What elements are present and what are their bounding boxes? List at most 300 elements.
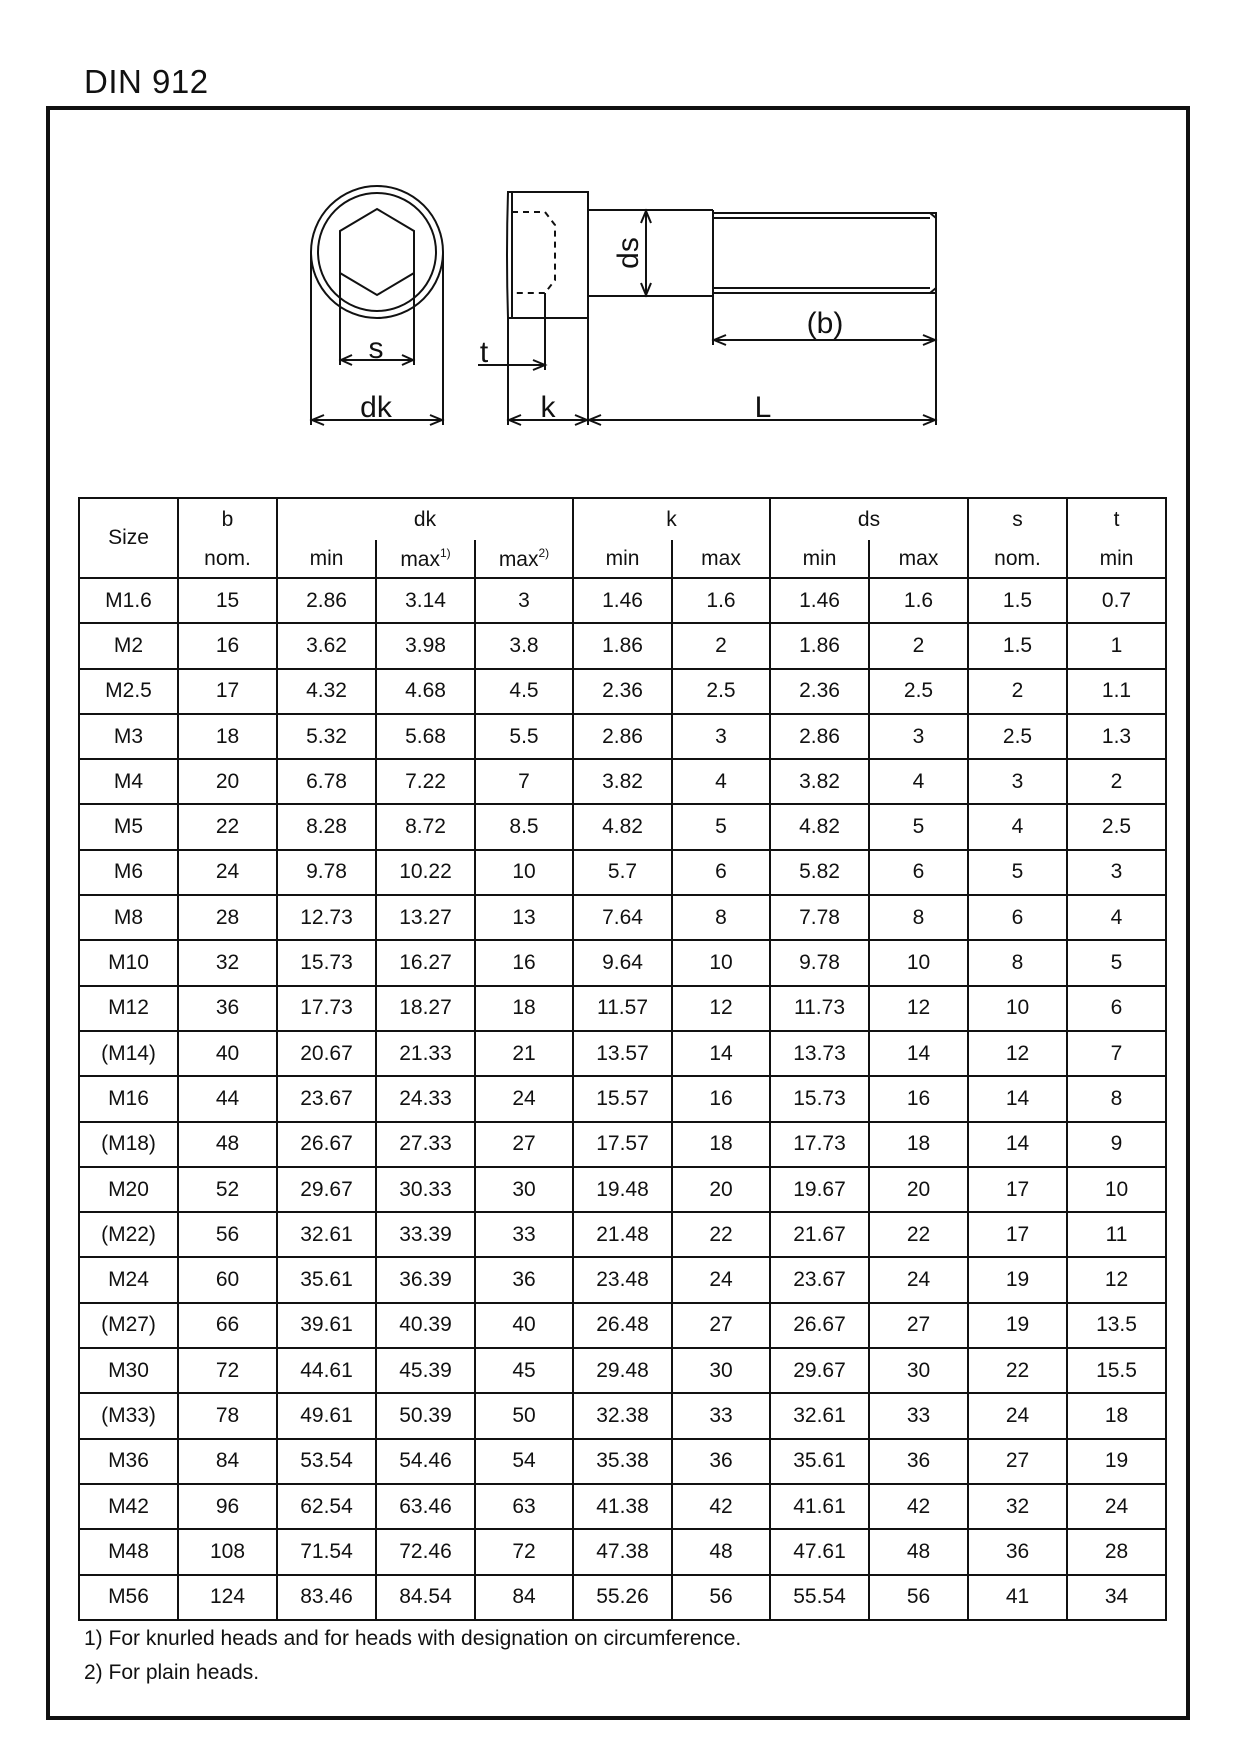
value-cell: 2 (672, 623, 770, 668)
header-dk: dk (277, 498, 573, 540)
value-cell: 26.67 (770, 1303, 869, 1348)
value-cell: 5 (869, 804, 968, 849)
label-k: k (540, 391, 556, 424)
value-cell: 50 (475, 1393, 573, 1438)
value-cell: 18 (1067, 1393, 1166, 1438)
value-cell: 63.46 (376, 1484, 475, 1529)
size-cell: M48 (79, 1529, 178, 1574)
value-cell: 17.73 (277, 986, 376, 1031)
table-row (79, 578, 1166, 623)
value-cell: 30 (672, 1348, 770, 1393)
value-cell: 72 (178, 1348, 277, 1393)
value-cell: 55.26 (573, 1575, 672, 1620)
table-row (79, 623, 1166, 668)
value-cell: 15.5 (1067, 1348, 1166, 1393)
label-t: t (479, 336, 489, 369)
table-row (79, 1076, 1166, 1121)
value-cell: 19 (968, 1303, 1067, 1348)
value-cell: 56 (672, 1575, 770, 1620)
value-cell: 36 (869, 1439, 968, 1484)
label-ds: ds (612, 237, 645, 269)
value-cell: 2.86 (277, 578, 376, 623)
value-cell: 6 (869, 850, 968, 895)
value-cell: 1.86 (573, 623, 672, 668)
value-cell: 39.61 (277, 1303, 376, 1348)
value-cell: 14 (968, 1122, 1067, 1167)
page-title: DIN 912 (84, 63, 209, 100)
value-cell: 84.54 (376, 1575, 475, 1620)
value-cell: 42 (869, 1484, 968, 1529)
value-cell: 17.57 (573, 1122, 672, 1167)
header-ds: ds (770, 498, 968, 540)
value-cell: 35.61 (770, 1439, 869, 1484)
value-cell: 30 (869, 1348, 968, 1393)
value-cell: 50.39 (376, 1393, 475, 1438)
value-cell: 21 (475, 1031, 573, 1076)
label-s: s (368, 332, 384, 365)
value-cell: 12 (968, 1031, 1067, 1076)
header-t: t (1067, 498, 1166, 540)
value-cell: 9.78 (277, 850, 376, 895)
size-cell: M8 (79, 895, 178, 940)
value-cell: 23.67 (277, 1076, 376, 1121)
value-cell: 10 (1067, 1167, 1166, 1212)
value-cell: 5.82 (770, 850, 869, 895)
value-cell: 24.33 (376, 1076, 475, 1121)
value-cell: 24 (672, 1257, 770, 1302)
header-k-max: max (672, 540, 770, 578)
value-cell: 15.73 (770, 1076, 869, 1121)
value-cell: 1.6 (672, 578, 770, 623)
value-cell: 33 (475, 1212, 573, 1257)
value-cell: 56 (178, 1212, 277, 1257)
value-cell: 7.22 (376, 759, 475, 804)
size-cell: M30 (79, 1348, 178, 1393)
value-cell: 33 (672, 1393, 770, 1438)
value-cell: 4.32 (277, 669, 376, 714)
value-cell: 78 (178, 1393, 277, 1438)
size-cell: (M27) (79, 1303, 178, 1348)
value-cell: 23.67 (770, 1257, 869, 1302)
value-cell: 8 (968, 940, 1067, 985)
value-cell: 19 (1067, 1439, 1166, 1484)
value-cell: 32 (968, 1484, 1067, 1529)
value-cell: 26.48 (573, 1303, 672, 1348)
value-cell: 44.61 (277, 1348, 376, 1393)
value-cell: 72.46 (376, 1529, 475, 1574)
size-cell: M16 (79, 1076, 178, 1121)
value-cell: 60 (178, 1257, 277, 1302)
value-cell: 22 (968, 1348, 1067, 1393)
value-cell: 27 (475, 1122, 573, 1167)
value-cell: 40.39 (376, 1303, 475, 1348)
value-cell: 9.64 (573, 940, 672, 985)
value-cell: 16 (672, 1076, 770, 1121)
value-cell: 19 (968, 1257, 1067, 1302)
value-cell: 36 (178, 986, 277, 1031)
value-cell: 19.67 (770, 1167, 869, 1212)
value-cell: 32.61 (277, 1212, 376, 1257)
size-cell: M2 (79, 623, 178, 668)
value-cell: 21.48 (573, 1212, 672, 1257)
value-cell: 1.46 (770, 578, 869, 623)
value-cell: 3.82 (573, 759, 672, 804)
value-cell: 15 (178, 578, 277, 623)
table-row (79, 669, 1166, 714)
table-row (79, 895, 1166, 940)
value-cell: 108 (178, 1529, 277, 1574)
value-cell: 4 (1067, 895, 1166, 940)
value-cell: 9.78 (770, 940, 869, 985)
footnote-1: 1) For knurled heads and for heads with designation on circumference. (84, 1627, 742, 1650)
label-dk: dk (360, 391, 392, 424)
value-cell: 19.48 (573, 1167, 672, 1212)
value-cell: 2.36 (573, 669, 672, 714)
value-cell: 10 (672, 940, 770, 985)
size-cell: M10 (79, 940, 178, 985)
footnote-ref-1: 1) (440, 545, 451, 560)
value-cell: 10.22 (376, 850, 475, 895)
value-cell: 18 (672, 1122, 770, 1167)
value-cell: 4 (869, 759, 968, 804)
value-cell: 21.33 (376, 1031, 475, 1076)
value-cell: 33.39 (376, 1212, 475, 1257)
value-cell: 96 (178, 1484, 277, 1529)
value-cell: 55.54 (770, 1575, 869, 1620)
value-cell: 1.6 (869, 578, 968, 623)
value-cell: 71.54 (277, 1529, 376, 1574)
value-cell: 4.5 (475, 669, 573, 714)
value-cell: 40 (178, 1031, 277, 1076)
value-cell: 16 (869, 1076, 968, 1121)
value-cell: 16.27 (376, 940, 475, 985)
value-cell: 22 (869, 1212, 968, 1257)
value-cell: 3.8 (475, 623, 573, 668)
value-cell: 2 (968, 669, 1067, 714)
size-cell: M24 (79, 1257, 178, 1302)
value-cell: 30 (475, 1167, 573, 1212)
table-body (79, 578, 1166, 1620)
value-cell: 5 (1067, 940, 1166, 985)
value-cell: 13.73 (770, 1031, 869, 1076)
value-cell: 35.61 (277, 1257, 376, 1302)
dimension-table (78, 497, 1167, 1621)
value-cell: 84 (475, 1575, 573, 1620)
value-cell: 72 (475, 1529, 573, 1574)
value-cell: 16 (178, 623, 277, 668)
value-cell: 13 (475, 895, 573, 940)
value-cell: 2.86 (573, 714, 672, 759)
table-row (79, 1393, 1166, 1438)
value-cell: 4.68 (376, 669, 475, 714)
value-cell: 17 (968, 1167, 1067, 1212)
value-cell: 54.46 (376, 1439, 475, 1484)
size-cell: M1.6 (79, 578, 178, 623)
value-cell: 26.67 (277, 1122, 376, 1167)
value-cell: 56 (869, 1575, 968, 1620)
header-dk-max2: $\max^{2)}$ (475, 540, 573, 578)
value-cell: 20 (869, 1167, 968, 1212)
value-cell: 4.82 (770, 804, 869, 849)
table-row (79, 1575, 1166, 1620)
value-cell: 29.67 (770, 1348, 869, 1393)
value-cell: 12 (869, 986, 968, 1031)
value-cell: 32.61 (770, 1393, 869, 1438)
table-row (79, 850, 1166, 895)
size-cell: M6 (79, 850, 178, 895)
value-cell: 35.38 (573, 1439, 672, 1484)
size-cell: (M14) (79, 1031, 178, 1076)
value-cell: 40 (475, 1303, 573, 1348)
value-cell: 10 (869, 940, 968, 985)
value-cell: 3 (475, 578, 573, 623)
value-cell: 32.38 (573, 1393, 672, 1438)
value-cell: 2.86 (770, 714, 869, 759)
value-cell: 5 (968, 850, 1067, 895)
size-cell: M20 (79, 1167, 178, 1212)
value-cell: 24 (968, 1393, 1067, 1438)
value-cell: 4 (968, 804, 1067, 849)
value-cell: 45.39 (376, 1348, 475, 1393)
value-cell: 18 (475, 986, 573, 1031)
value-cell: 8 (672, 895, 770, 940)
value-cell: 47.38 (573, 1529, 672, 1574)
footnotes (84, 1622, 741, 1690)
value-cell: 48 (178, 1122, 277, 1167)
value-cell: 2.36 (770, 669, 869, 714)
value-cell: 2 (869, 623, 968, 668)
value-cell: 63 (475, 1484, 573, 1529)
value-cell: 24 (869, 1257, 968, 1302)
value-cell: 41 (968, 1575, 1067, 1620)
value-cell: 1.5 (968, 578, 1067, 623)
value-cell: 52 (178, 1167, 277, 1212)
value-cell: 21.67 (770, 1212, 869, 1257)
header-s-nom: nom. (968, 540, 1067, 578)
value-cell: 6.78 (277, 759, 376, 804)
header-s: s (968, 498, 1067, 540)
table-row (79, 1439, 1166, 1484)
size-cell: M56 (79, 1575, 178, 1620)
value-cell: 36 (672, 1439, 770, 1484)
value-cell: 8.72 (376, 804, 475, 849)
value-cell: 32 (178, 940, 277, 985)
value-cell: 11.57 (573, 986, 672, 1031)
value-cell: 20 (672, 1167, 770, 1212)
table-row (79, 1167, 1166, 1212)
value-cell: 3 (968, 759, 1067, 804)
table-row (79, 1122, 1166, 1167)
value-cell: 23.48 (573, 1257, 672, 1302)
value-cell: 13.57 (573, 1031, 672, 1076)
value-cell: 41.38 (573, 1484, 672, 1529)
table-row (79, 940, 1166, 985)
value-cell: 18.27 (376, 986, 475, 1031)
value-cell: 34 (1067, 1575, 1166, 1620)
table-row (79, 804, 1166, 849)
value-cell: 29.48 (573, 1348, 672, 1393)
value-cell: 7.64 (573, 895, 672, 940)
header-t-min: min (1067, 540, 1166, 578)
value-cell: 20.67 (277, 1031, 376, 1076)
value-cell: 7 (475, 759, 573, 804)
value-cell: 6 (968, 895, 1067, 940)
value-cell: 66 (178, 1303, 277, 1348)
value-cell: 24 (1067, 1484, 1166, 1529)
value-cell: 2.5 (672, 669, 770, 714)
value-cell: 10 (475, 850, 573, 895)
header-row-groups (79, 498, 1166, 540)
label-b: (b) (806, 307, 844, 340)
value-cell: 1.1 (1067, 669, 1166, 714)
header-b-nom: nom. (178, 540, 277, 578)
value-cell: 2.5 (869, 669, 968, 714)
value-cell: 27.33 (376, 1122, 475, 1167)
table-row (79, 1257, 1166, 1302)
value-cell: 84 (178, 1439, 277, 1484)
value-cell: 3.82 (770, 759, 869, 804)
value-cell: 2.5 (1067, 804, 1166, 849)
value-cell: 6 (1067, 986, 1166, 1031)
value-cell: 16 (475, 940, 573, 985)
value-cell: 53.54 (277, 1439, 376, 1484)
value-cell: 20 (178, 759, 277, 804)
size-cell: M4 (79, 759, 178, 804)
header-dk-min: min (277, 540, 376, 578)
value-cell: 8 (1067, 1076, 1166, 1121)
value-cell: 3.62 (277, 623, 376, 668)
header-k-min: min (573, 540, 672, 578)
table-row (79, 1212, 1166, 1257)
value-cell: 14 (672, 1031, 770, 1076)
value-cell: 5.7 (573, 850, 672, 895)
header-size: Size (79, 498, 178, 578)
value-cell: 36 (475, 1257, 573, 1302)
value-cell: 0.7 (1067, 578, 1166, 623)
value-cell: 14 (869, 1031, 968, 1076)
table-row (79, 1348, 1166, 1393)
value-cell: 6 (672, 850, 770, 895)
value-cell: 24 (178, 850, 277, 895)
value-cell: 44 (178, 1076, 277, 1121)
value-cell: 13.27 (376, 895, 475, 940)
value-cell: 22 (178, 804, 277, 849)
value-cell: 17.73 (770, 1122, 869, 1167)
size-cell: (M18) (79, 1122, 178, 1167)
value-cell: 15.73 (277, 940, 376, 985)
header-k: k (573, 498, 770, 540)
value-cell: 24 (475, 1076, 573, 1121)
header-dk-max1: $\max^{1)}$ (376, 540, 475, 578)
value-cell: 18 (869, 1122, 968, 1167)
value-cell: 3 (1067, 850, 1166, 895)
table-row (79, 1529, 1166, 1574)
value-cell: 30.33 (376, 1167, 475, 1212)
value-cell: 10 (968, 986, 1067, 1031)
value-cell: 8 (869, 895, 968, 940)
value-cell: 5.5 (475, 714, 573, 759)
value-cell: 49.61 (277, 1393, 376, 1438)
value-cell: 54 (475, 1439, 573, 1484)
value-cell: 11.73 (770, 986, 869, 1031)
bolt-drawing (0, 0, 1241, 470)
value-cell: 11 (1067, 1212, 1166, 1257)
value-cell: 1.5 (968, 623, 1067, 668)
value-cell: 3.98 (376, 623, 475, 668)
head-top-view (311, 186, 443, 425)
value-cell: 42 (672, 1484, 770, 1529)
value-cell: 5.68 (376, 714, 475, 759)
value-cell: 48 (869, 1529, 968, 1574)
value-cell: 12.73 (277, 895, 376, 940)
size-cell: M3 (79, 714, 178, 759)
value-cell: 124 (178, 1575, 277, 1620)
value-cell: 14 (968, 1076, 1067, 1121)
header-b: b (178, 498, 277, 540)
value-cell: 15.57 (573, 1076, 672, 1121)
footnote-ref-2: 2) (538, 545, 550, 560)
value-cell: 12 (672, 986, 770, 1031)
value-cell: 36 (968, 1529, 1067, 1574)
label-L: L (754, 391, 772, 424)
value-cell: 47.61 (770, 1529, 869, 1574)
value-cell: 3 (869, 714, 968, 759)
footnote-2: 2) For plain heads. (84, 1661, 260, 1684)
value-cell: 3.14 (376, 578, 475, 623)
size-cell: M12 (79, 986, 178, 1031)
value-cell: 12 (1067, 1257, 1166, 1302)
value-cell: 27 (672, 1303, 770, 1348)
value-cell: 2 (1067, 759, 1166, 804)
value-cell: 13.5 (1067, 1303, 1166, 1348)
value-cell: 41.61 (770, 1484, 869, 1529)
size-cell: M36 (79, 1439, 178, 1484)
table-row (79, 1031, 1166, 1076)
value-cell: 2.5 (968, 714, 1067, 759)
value-cell: 1.46 (573, 578, 672, 623)
table-row (79, 1303, 1166, 1348)
value-cell: 4.82 (573, 804, 672, 849)
value-cell: 28 (1067, 1529, 1166, 1574)
table-row (79, 759, 1166, 804)
value-cell: 1.86 (770, 623, 869, 668)
value-cell: 5.32 (277, 714, 376, 759)
value-cell: 27 (869, 1303, 968, 1348)
value-cell: 7 (1067, 1031, 1166, 1076)
value-cell: 9 (1067, 1122, 1166, 1167)
value-cell: 22 (672, 1212, 770, 1257)
header-ds-min: min (770, 540, 869, 578)
table-row (79, 1484, 1166, 1529)
value-cell: 28 (178, 895, 277, 940)
value-cell: 17 (968, 1212, 1067, 1257)
value-cell: 7.78 (770, 895, 869, 940)
size-cell: M5 (79, 804, 178, 849)
value-cell: 3 (672, 714, 770, 759)
value-cell: 33 (869, 1393, 968, 1438)
value-cell: 29.67 (277, 1167, 376, 1212)
value-cell: 8.28 (277, 804, 376, 849)
value-cell: 45 (475, 1348, 573, 1393)
value-cell: 18 (178, 714, 277, 759)
value-cell: 17 (178, 669, 277, 714)
value-cell: 48 (672, 1529, 770, 1574)
size-cell: M2.5 (79, 669, 178, 714)
value-cell: 36.39 (376, 1257, 475, 1302)
value-cell: 4 (672, 759, 770, 804)
value-cell: 8.5 (475, 804, 573, 849)
size-cell: M42 (79, 1484, 178, 1529)
